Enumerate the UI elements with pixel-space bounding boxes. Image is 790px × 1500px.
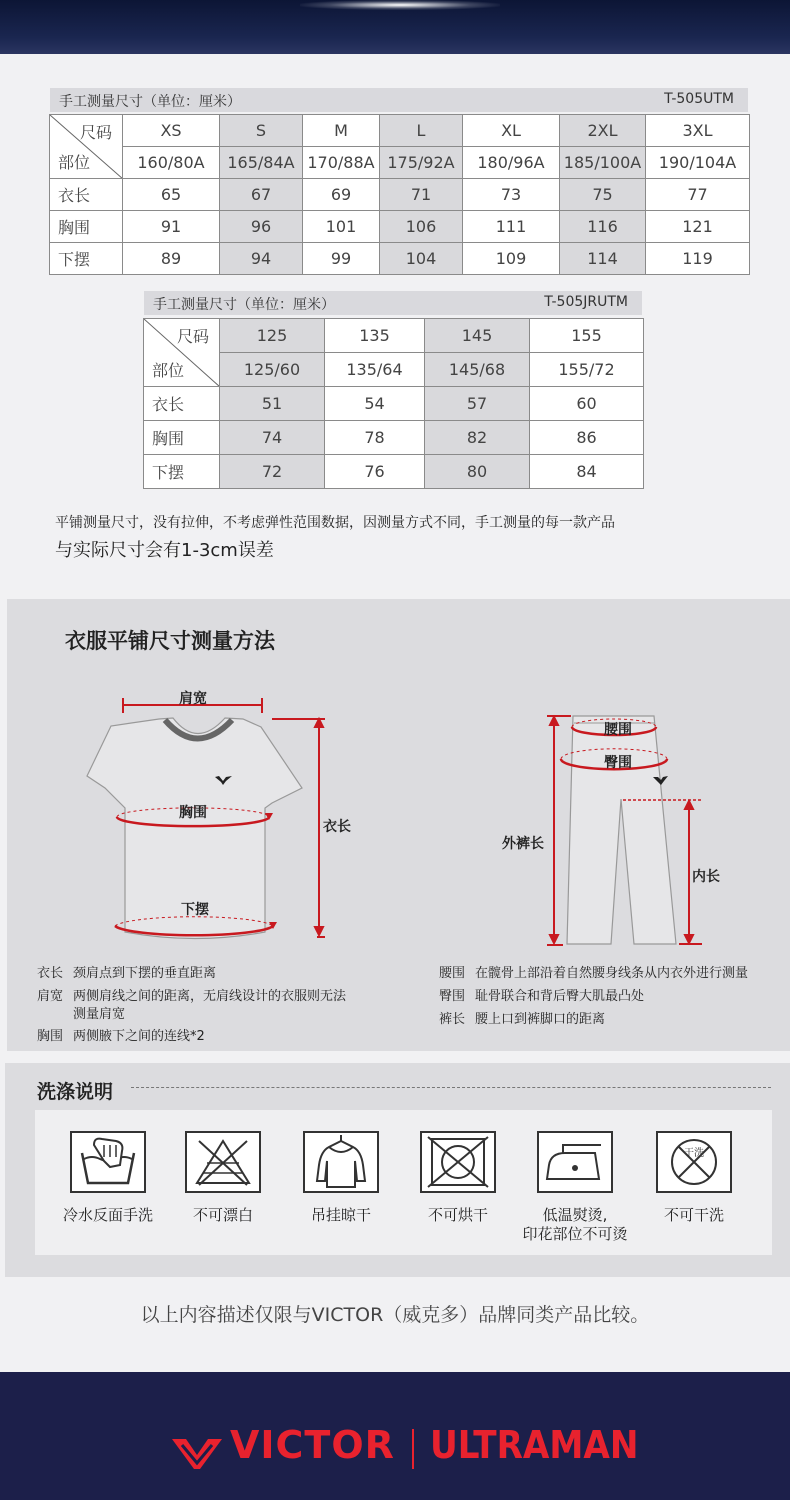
- spec-cell: 125/60: [220, 353, 325, 387]
- value-cell: 121: [646, 211, 750, 243]
- size-header-cell: 155: [530, 319, 644, 353]
- value-cell: 96: [220, 211, 303, 243]
- spec-cell: 165/84A: [220, 147, 303, 179]
- chest-label: 胸围: [179, 805, 207, 821]
- value-cell: 84: [530, 455, 644, 489]
- value-cell: 101: [303, 211, 380, 243]
- value-cell: 57: [425, 387, 530, 421]
- junior-size-table: [143, 318, 644, 489]
- value-cell: 67: [220, 179, 303, 211]
- wash-title-divider: [131, 1087, 771, 1088]
- row-label: 下摆: [50, 243, 123, 275]
- wash-label-no-bleach: 不可漂白: [192, 1206, 253, 1224]
- desc-shoulder-cont: 测量肩宽: [73, 1007, 126, 1022]
- footer-banner: [0, 1372, 790, 1500]
- spec-cell: 170/88A: [303, 147, 380, 179]
- hem-label: 下摆: [181, 902, 209, 918]
- table-row: [50, 243, 750, 275]
- wash-label-low-iron-line2: 印花部位不可烫: [522, 1225, 628, 1243]
- spec-cell: 175/92A: [380, 147, 463, 179]
- junior-table-header: [144, 291, 642, 315]
- inseam-label: 内长: [692, 869, 720, 885]
- value-cell: 116: [560, 211, 646, 243]
- value-cell: 109: [463, 243, 560, 275]
- spec-cell: 155/72: [530, 353, 644, 387]
- corner-part-label: 部位: [152, 361, 185, 380]
- value-cell: 60: [530, 387, 644, 421]
- wash-label-hand-wash: 冷水反面手洗: [62, 1206, 153, 1224]
- outseam-label: 外裤长: [502, 836, 544, 852]
- adult-corner-cell: [50, 115, 123, 179]
- note-line-2: 与实际尺寸会有1-3cm误差: [55, 540, 274, 561]
- size-header-cell: S: [220, 115, 303, 147]
- value-cell: 89: [123, 243, 220, 275]
- note-line-1: 平铺测量尺寸，没有拉伸，不考虑弹性范围数据，因测量方式不同，手工测量的每一款产品: [55, 515, 615, 531]
- size-header-cell: 135: [325, 319, 425, 353]
- desc-chest: 胸围 两侧腋下之间的连线*2: [37, 1029, 205, 1044]
- size-header-cell: L: [380, 115, 463, 147]
- spec-cell: 180/96A: [463, 147, 560, 179]
- value-cell: 77: [646, 179, 750, 211]
- size-header-cell: M: [303, 115, 380, 147]
- row-label: 衣长: [144, 387, 220, 421]
- table-row: [144, 387, 644, 421]
- banner-glow: [300, 0, 500, 10]
- value-cell: 80: [425, 455, 530, 489]
- measurement-method-panel: [7, 599, 790, 1051]
- desc-waist: 腰围 在髋骨上部沿着自然腰身线条从内衣外进行测量: [439, 966, 749, 981]
- dry-clean-icon-text: 干洗: [684, 1148, 704, 1159]
- value-cell: 76: [325, 455, 425, 489]
- size-header-cell: 145: [425, 319, 530, 353]
- junior-corner-cell: [144, 319, 220, 387]
- table-row: [50, 211, 750, 243]
- measurement-note: [55, 512, 755, 562]
- desc-hip: 臀围 耻骨联合和背后臀大肌最凸处: [439, 989, 645, 1004]
- brand-separator: [412, 1429, 414, 1469]
- size-header-cell: 2XL: [560, 115, 646, 147]
- hang-dry-icon: [303, 1131, 379, 1193]
- top-banner: [0, 0, 790, 54]
- value-cell: 111: [463, 211, 560, 243]
- value-cell: 86: [530, 421, 644, 455]
- length-label: 衣长: [323, 819, 351, 835]
- adult-table-model: T-505UTM: [664, 91, 734, 107]
- brand-victor: VICTOR: [230, 1423, 395, 1467]
- size-header-cell: XL: [463, 115, 560, 147]
- corner-size-label: 尺码: [176, 327, 209, 346]
- wash-icons-panel: [35, 1110, 772, 1255]
- wash-title: 洗涤说明: [37, 1081, 114, 1103]
- low-iron-icon: [537, 1131, 613, 1193]
- spec-cell: 145/68: [425, 353, 530, 387]
- wash-label-no-tumble: 不可烘干: [427, 1206, 488, 1224]
- value-cell: 119: [646, 243, 750, 275]
- wash-section: [5, 1063, 790, 1277]
- value-cell: 99: [303, 243, 380, 275]
- row-label: 胸围: [144, 421, 220, 455]
- adult-size-table: [49, 114, 750, 275]
- value-cell: 74: [220, 421, 325, 455]
- value-cell: 91: [123, 211, 220, 243]
- value-cell: 72: [220, 455, 325, 489]
- value-cell: 82: [425, 421, 530, 455]
- value-cell: 73: [463, 179, 560, 211]
- method-title: 衣服平铺尺寸测量方法: [65, 629, 275, 653]
- table-row: [144, 455, 644, 489]
- value-cell: 104: [380, 243, 463, 275]
- size-header-cell: 125: [220, 319, 325, 353]
- corner-size-label: 尺码: [79, 123, 112, 142]
- desc-shoulder: 肩宽 两侧肩线之间的距离，无肩线设计的衣服则无法: [37, 989, 347, 1004]
- spec-cell: 160/80A: [123, 147, 220, 179]
- value-cell: 69: [303, 179, 380, 211]
- size-header-cell: XS: [123, 115, 220, 147]
- row-label: 下摆: [144, 455, 220, 489]
- value-cell: 51: [220, 387, 325, 421]
- disclaimer-text: 以上内容描述仅限与VICTOR（威克多）品牌同类产品比较。: [140, 1304, 650, 1326]
- row-label: 衣长: [50, 179, 123, 211]
- wash-label-no-dry-clean: 不可干洗: [663, 1206, 724, 1224]
- value-cell: 78: [325, 421, 425, 455]
- hip-label: 臀围: [604, 755, 632, 771]
- value-cell: 75: [560, 179, 646, 211]
- spec-cell: 185/100A: [560, 147, 646, 179]
- hand-wash-icon: [70, 1131, 146, 1193]
- table-row: [50, 179, 750, 211]
- pants-measure-descriptions: [439, 965, 789, 1029]
- value-cell: 65: [123, 179, 220, 211]
- value-cell: 106: [380, 211, 463, 243]
- shirt-measure-descriptions: [37, 965, 397, 1046]
- junior-table-title: 手工测量尺寸（单位：厘米）: [153, 297, 335, 313]
- spec-cell: 190/104A: [646, 147, 750, 179]
- adult-table-header: [50, 88, 748, 112]
- wash-label-hang-dry: 吊挂晾干: [310, 1206, 371, 1224]
- desc-pants-length: 裤长 腰上口到裤脚口的距离: [439, 1012, 606, 1027]
- no-dry-clean-icon: [656, 1131, 732, 1193]
- desc-length: 衣长 颈肩点到下摆的垂直距离: [37, 966, 217, 981]
- table-row: [144, 421, 644, 455]
- row-label: 胸围: [50, 211, 123, 243]
- value-cell: 114: [560, 243, 646, 275]
- victor-logo-icon: [172, 1437, 222, 1471]
- spec-cell: 135/64: [325, 353, 425, 387]
- no-bleach-icon: [185, 1131, 261, 1193]
- wash-label-low-iron-line1: 低温熨烫,: [542, 1206, 608, 1224]
- corner-part-label: 部位: [58, 153, 91, 172]
- size-header-cell: 3XL: [646, 115, 750, 147]
- value-cell: 54: [325, 387, 425, 421]
- junior-table-model: T-505JRUTM: [544, 294, 628, 310]
- adult-table-title: 手工测量尺寸（单位：厘米）: [59, 94, 241, 110]
- value-cell: 71: [380, 179, 463, 211]
- brand-ultraman: ULTRAMAN: [430, 1423, 639, 1467]
- length-arrow: [272, 719, 325, 937]
- no-tumble-dry-icon: [420, 1131, 496, 1193]
- shoulder-label: 肩宽: [179, 691, 207, 707]
- value-cell: 94: [220, 243, 303, 275]
- waist-label: 腰围: [604, 722, 632, 738]
